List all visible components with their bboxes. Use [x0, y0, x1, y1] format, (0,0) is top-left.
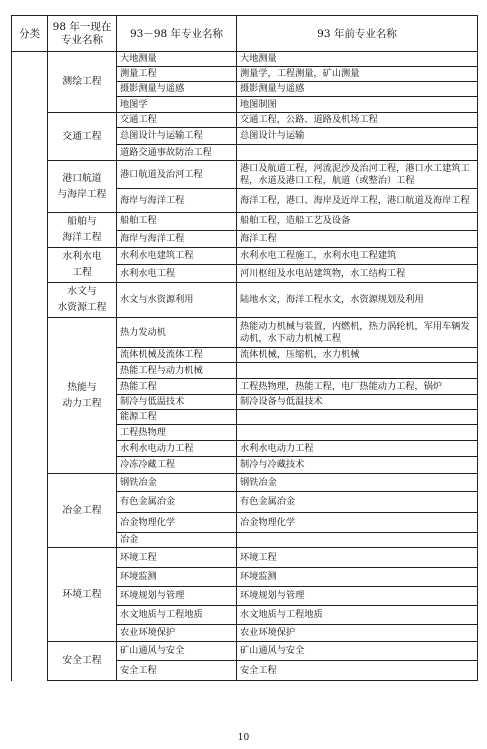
name-93-98-cell: 总图设计与运输工程 [117, 128, 237, 145]
major-98-cell: 水利水电 工程 [48, 248, 117, 283]
name-pre93-cell: 有色金属冶金 [237, 492, 478, 513]
name-pre93-cell [237, 425, 478, 441]
name-pre93-cell: 船舶工程，造船工艺及设备 [237, 213, 478, 231]
name-93-98-cell: 有色金属冶金 [117, 492, 237, 513]
major-mapping-table [11, 15, 478, 681]
name-93-98-cell: 大地测量 [117, 52, 237, 67]
category-cell [12, 52, 48, 681]
page-number: 10 [237, 733, 250, 743]
name-pre93-cell: 海洋工程 [237, 230, 478, 248]
name-93-98-cell: 环境监测 [117, 568, 237, 587]
name-93-98-cell: 工程热物理 [117, 425, 237, 441]
name-pre93-cell: 工程热物理，热能工程，电厂热能动力工程，锅炉 [237, 379, 478, 395]
table-row [12, 283, 478, 318]
name-93-98-cell: 摄影测量与遥感 [117, 82, 237, 97]
major-98-cell: 冶金工程 [48, 474, 117, 548]
name-93-98-cell: 农业环境保护 [117, 625, 237, 642]
name-93-98-cell: 能源工程 [117, 410, 237, 425]
name-93-98-cell: 道路交通事故防治工程 [117, 145, 237, 161]
table-body [12, 52, 478, 681]
table-row [12, 248, 478, 265]
name-93-98-cell: 水文地质与工程地质 [117, 606, 237, 625]
name-pre93-cell: 流体机械，压缩机，水力机械 [237, 348, 478, 363]
name-93-98-cell: 水利水电建筑工程 [117, 248, 237, 265]
name-93-98-cell: 冶金 [117, 533, 237, 548]
name-pre93-cell [237, 363, 478, 379]
header-major-98: 98 年一现在 专业名称 [48, 16, 117, 52]
major-98-cell: 安全工程 [48, 642, 117, 681]
name-pre93-cell: 总图设计与运输 [237, 128, 478, 145]
name-93-98-cell: 安全工程 [117, 661, 237, 681]
table-row [12, 642, 478, 661]
name-93-98-cell: 冶金物理化学 [117, 513, 237, 533]
table-row [12, 52, 478, 67]
name-pre93-cell: 水利水电动力工程 [237, 441, 478, 457]
table-row [12, 548, 478, 568]
name-pre93-cell: 环境监测 [237, 568, 478, 587]
name-pre93-cell: 水文地质与工程地质 [237, 606, 478, 625]
name-93-98-cell: 水利水电工程 [117, 265, 237, 283]
name-pre93-cell: 大地测量 [237, 52, 478, 67]
name-pre93-cell: 摄影测量与遥感 [237, 82, 478, 97]
name-93-98-cell: 热能工程 [117, 379, 237, 395]
name-93-98-cell: 制冷与低温技术 [117, 395, 237, 410]
name-pre93-cell: 测量学，工程测量，矿山测量 [237, 67, 478, 82]
name-93-98-cell: 环境规划与管理 [117, 587, 237, 606]
name-pre93-cell [237, 533, 478, 548]
name-pre93-cell: 制冷与冷藏技术 [237, 457, 478, 474]
name-pre93-cell: 交通工程，公路、道路及机场工程 [237, 113, 478, 128]
name-93-98-cell: 热能工程与动力机械 [117, 363, 237, 379]
name-pre93-cell: 河川枢纽及水电站建筑物，水工结构工程 [237, 265, 478, 283]
name-93-98-cell: 船舶工程 [117, 213, 237, 231]
name-pre93-cell: 海洋工程，港口、海岸及近岸工程，港口航道及海岸工程 [237, 189, 478, 213]
name-pre93-cell [237, 410, 478, 425]
name-93-98-cell: 交通工程 [117, 113, 237, 128]
name-93-98-cell: 海岸与海洋工程 [117, 189, 237, 213]
major-98-cell: 测绘工程 [48, 52, 117, 113]
major-98-cell: 环境工程 [48, 548, 117, 642]
table-row [12, 318, 478, 348]
name-93-98-cell: 流体机械及流体工程 [117, 348, 237, 363]
table-row [12, 113, 478, 128]
major-98-cell: 港口航道 与海岸工程 [48, 161, 117, 213]
name-pre93-cell: 冶金物理化学 [237, 513, 478, 533]
header-category: 分类 [12, 16, 48, 52]
name-pre93-cell: 钢铁冶金 [237, 474, 478, 492]
name-pre93-cell: 热能动力机械与装置，内燃机，热力涡轮机，军用车辆发动机，水下动力机械工程 [237, 318, 478, 348]
name-93-98-cell: 海岸与海洋工程 [117, 230, 237, 248]
name-93-98-cell: 冷冻冷藏工程 [117, 457, 237, 474]
name-pre93-cell [237, 145, 478, 161]
name-pre93-cell: 制冷设备与低温技术 [237, 395, 478, 410]
header-row [12, 16, 478, 52]
name-pre93-cell: 农业环境保护 [237, 625, 478, 642]
name-pre93-cell: 环境工程 [237, 548, 478, 568]
name-pre93-cell: 地图制图 [237, 97, 478, 113]
name-93-98-cell: 测量工程 [117, 67, 237, 82]
name-pre93-cell: 港口及航道工程，河流泥沙及治河工程，港口水工建筑工程，水道及港口工程，航道（或整治）工程 [237, 161, 478, 189]
name-93-98-cell: 水文与水资源利用 [117, 283, 237, 318]
header-name-93-98: 93－98 年专业名称 [117, 16, 237, 52]
major-98-cell: 船舶与 海洋工程 [48, 213, 117, 248]
name-93-98-cell: 环境工程 [117, 548, 237, 568]
major-98-cell: 水文与 水资源工程 [48, 283, 117, 318]
name-93-98-cell: 矿山通风与安全 [117, 642, 237, 661]
name-93-98-cell: 水利水电动力工程 [117, 441, 237, 457]
name-93-98-cell: 钢铁冶金 [117, 474, 237, 492]
table-row [12, 161, 478, 189]
name-pre93-cell: 陆地水文，海洋工程水文，水资源规划及利用 [237, 283, 478, 318]
name-93-98-cell: 热力发动机 [117, 318, 237, 348]
header-name-pre93: 93 年前专业名称 [237, 16, 478, 52]
table-row [12, 474, 478, 492]
major-98-cell: 交通工程 [48, 113, 117, 161]
name-pre93-cell: 水利水电工程施工，水利水电工程建筑 [237, 248, 478, 265]
name-pre93-cell: 环境规划与管理 [237, 587, 478, 606]
name-pre93-cell: 矿山通风与安全 [237, 642, 478, 661]
table-row [12, 213, 478, 231]
name-93-98-cell: 港口航道及治河工程 [117, 161, 237, 189]
name-pre93-cell: 安全工程 [237, 661, 478, 681]
name-93-98-cell: 地图学 [117, 97, 237, 113]
major-98-cell: 热能与 动力工程 [48, 318, 117, 474]
